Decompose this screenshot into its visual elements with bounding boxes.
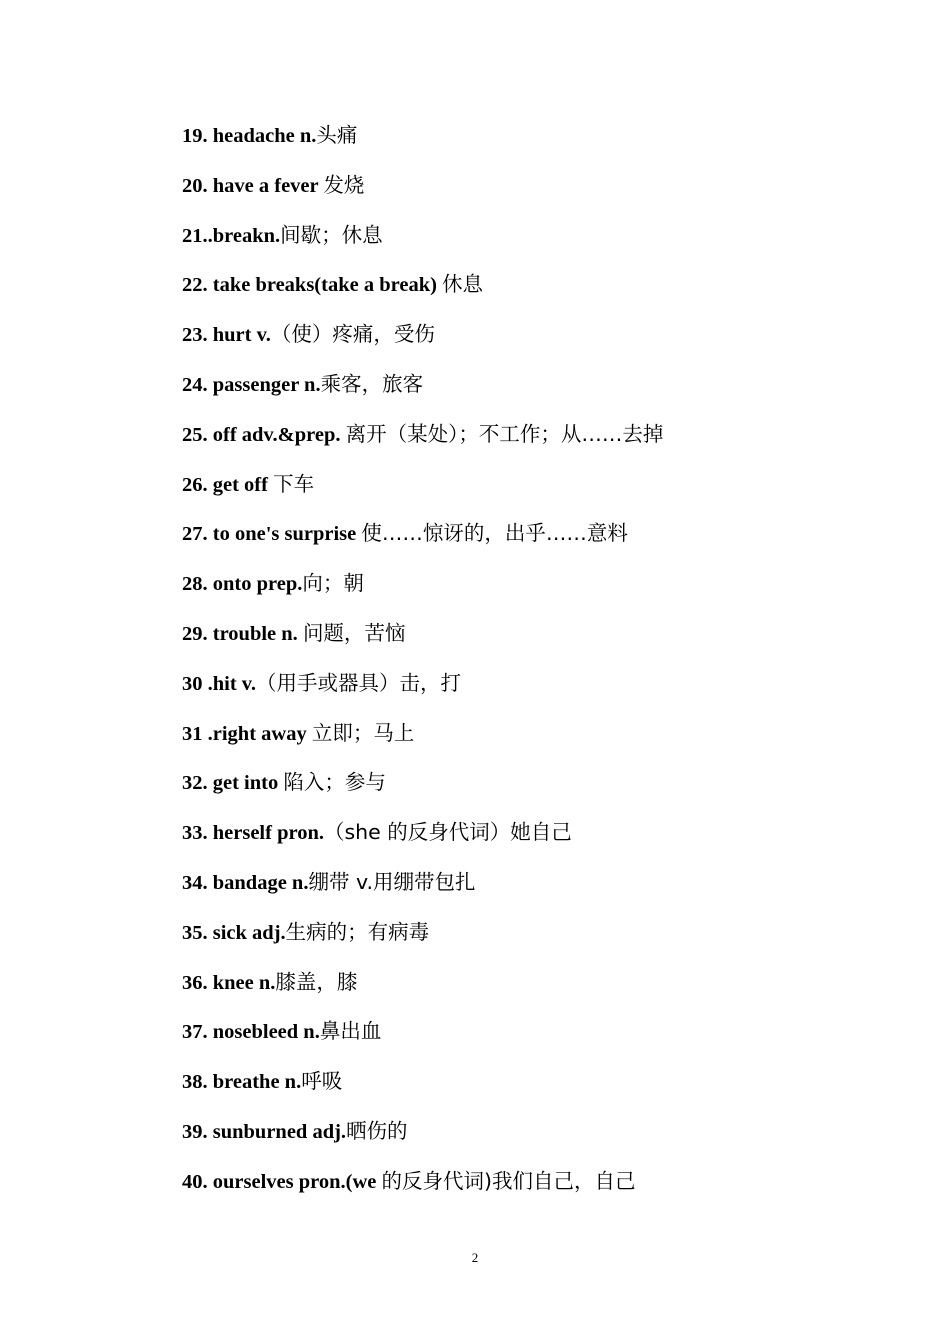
vocab-entry-32 <box>182 767 882 817</box>
vocab-entry-34 <box>182 867 882 917</box>
chinese-meaning: 呼吸 <box>301 1069 343 1094</box>
vocab-entry-27 <box>182 518 882 568</box>
chinese-meaning: 间歇；休息 <box>280 222 383 247</box>
chinese-meaning: （使）疼痛，受伤 <box>270 322 435 347</box>
chinese-meaning: （用手或器具）击，打 <box>256 670 462 695</box>
english-term: 28. onto prep. <box>182 573 303 596</box>
vocab-entry-31 <box>182 718 882 768</box>
vocab-entry-25 <box>182 419 882 469</box>
vocab-entry-40 <box>182 1166 882 1216</box>
english-term: 40. ourselves pron.(we <box>182 1170 382 1193</box>
vocab-entry-24 <box>182 369 882 419</box>
english-term: 27. to one's surprise <box>182 523 362 546</box>
english-term: 24. passenger n. <box>182 373 321 396</box>
chinese-meaning: 的反身代词)我们自己，自己 <box>381 1168 636 1193</box>
vocab-entry-30 <box>182 668 882 718</box>
chinese-meaning: 休息 <box>442 272 484 297</box>
vocab-entry-35 <box>182 917 882 967</box>
english-term: 23. hurt v. <box>182 324 271 347</box>
vocab-list <box>182 120 882 1216</box>
english-term: 34. bandage n. <box>182 871 309 894</box>
chinese-meaning: （she 的反身代词）她自己 <box>323 820 572 845</box>
english-term: 22. take breaks(take a break) <box>182 274 443 297</box>
english-term: 26. get off <box>182 473 274 496</box>
vocab-entry-38 <box>182 1066 882 1116</box>
vocab-entry-26 <box>182 469 882 519</box>
chinese-meaning: 鼻出血 <box>319 1019 382 1044</box>
chinese-meaning: 立即；马上 <box>311 720 415 745</box>
vocab-entry-33 <box>182 817 882 867</box>
vocab-entry-29 <box>182 618 882 668</box>
page-number: 2 <box>471 1250 479 1265</box>
english-term: 37. nosebleed n. <box>182 1021 320 1044</box>
english-term: 29. trouble n. <box>182 622 303 645</box>
chinese-meaning: 头痛 <box>316 123 358 147</box>
chinese-meaning: 乘客，旅客 <box>320 371 424 396</box>
english-term: 25. off adv.&prep. <box>182 423 346 446</box>
chinese-meaning: 膝盖，膝 <box>275 969 358 994</box>
vocab-entry-37 <box>182 1016 882 1066</box>
english-term: 30 .hit v. <box>182 672 257 695</box>
chinese-meaning: 使……惊讶的，出乎……意料 <box>361 521 628 546</box>
english-term: 38. breathe n. <box>182 1071 302 1094</box>
chinese-meaning: 生病的；有病毒 <box>285 919 430 944</box>
vocab-entry-39 <box>182 1116 882 1166</box>
vocab-entry-28 <box>182 568 882 618</box>
chinese-meaning: 陷入；参与 <box>283 770 386 795</box>
english-term: 21..breakn. <box>182 224 281 247</box>
vocab-entry-20 <box>182 170 882 220</box>
english-term: 31 .right away <box>182 722 312 745</box>
chinese-meaning: 晒伤的 <box>346 1118 408 1143</box>
english-term: 35. sick adj. <box>182 921 286 944</box>
vocab-entry-21 <box>182 220 882 270</box>
english-term: 36. knee n. <box>182 971 276 994</box>
chinese-meaning: 发烧 <box>323 172 365 197</box>
english-term: 39. sunburned adj. <box>182 1120 347 1143</box>
english-term: 33. herself pron. <box>182 822 324 845</box>
english-term: 20. have a fever <box>182 174 324 197</box>
vocab-entry-19 <box>182 120 882 170</box>
chinese-meaning: 绷带 v.用绷带包扎 <box>308 869 476 894</box>
chinese-meaning: 向；朝 <box>302 571 364 596</box>
vocab-entry-36 <box>182 967 882 1017</box>
vocab-entry-22 <box>182 269 882 319</box>
english-term: 19. headache n. <box>182 125 317 147</box>
chinese-meaning: 下车 <box>273 471 315 496</box>
chinese-meaning: 离开（某处）；不工作；从……去掉 <box>345 421 664 446</box>
vocab-entry-23 <box>182 319 882 369</box>
chinese-meaning: 问题，苦恼 <box>302 620 406 645</box>
english-term: 32. get into <box>182 772 284 795</box>
